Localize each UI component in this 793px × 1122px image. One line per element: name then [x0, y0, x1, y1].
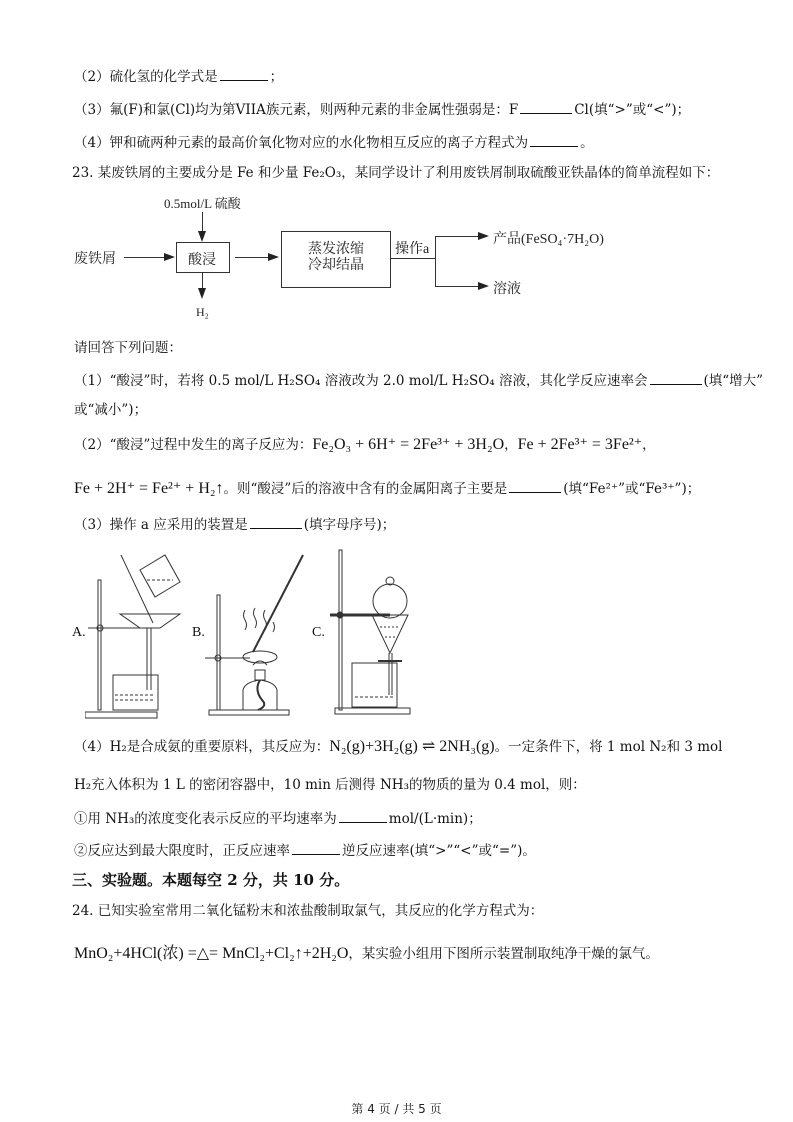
arrow-down-icon [198, 288, 206, 299]
equation-1: Fe₂O₃ + 6H⁺ = 2Fe³⁺ + 3H₂O [312, 436, 505, 453]
arrow-right-icon [268, 253, 279, 261]
product-arrow-line [435, 236, 479, 237]
q23-sub3-text: （3）操作 a 应采用的装置是 [74, 517, 248, 533]
answer-blank[interactable] [509, 478, 561, 493]
q22-part3-hint: Cl(填“>”或“<”)； [574, 102, 691, 118]
arrow-right-icon [478, 232, 489, 240]
evaporate-label [308, 242, 364, 274]
page-footer: 第 4 页 / 共 5 页 [351, 1102, 442, 1116]
chlorine-equation: MnO₂+4HCl(浓) =△= MnCl₂+Cl₂↑+2H₂O [74, 945, 349, 962]
q23-sub1-text: （1）“酸浸”时，若将 0.5 mol/L H₂SO₄ 溶液改为 2.0 mol/L H₂SO₄ 溶液，其化学反应速率会 [74, 373, 648, 389]
q23-sub1-cont: 或“减小”)； [74, 402, 148, 418]
q22-part2 [74, 66, 283, 86]
q2-text: ②反应达到最大限度时，正反应速率 [74, 843, 290, 859]
q22-part3 [74, 99, 690, 119]
q22-part3-text: （3）氟(F)和氯(Cl)均为第VIIA族元素，则两种元素的非金属性强弱是：F [74, 102, 519, 118]
q23-sub2 [74, 436, 656, 454]
gas-arrow-line [202, 272, 203, 289]
q1-text: ①用 NH₃的浓度变化表示反应的平均速率为 [74, 811, 337, 827]
operation-line [390, 258, 436, 259]
q23-intro: 23. 某废铁屑的主要成分是 Fe 和少量 Fe₂O₃，某同学设计了利用废铁屑制取硫酸亚铁晶体的简单流程如下： [72, 165, 720, 181]
filtrate-label: 溶液 [493, 282, 521, 297]
punct: 。 [580, 135, 594, 151]
arrow-right-icon [164, 253, 175, 261]
q24-tail: ，某实验小组用下图所示装置制取纯净干燥的氯气。 [348, 946, 659, 962]
operation-label: 操作a [395, 242, 430, 257]
acid-leach-box [176, 242, 230, 273]
q23-sub4-text: （4）H₂是合成氨的重要原料，其反应为： [74, 739, 330, 755]
q23-sub4-cont: H₂充入体积为 1 L 的密闭容器中，10 min 后测得 NH₃的物质的量为 0.4 mol，则： [74, 777, 586, 793]
filtrate-arrow-line [435, 286, 479, 287]
q23-sub1-hint: (填“增大” [703, 373, 764, 389]
answer-blank[interactable] [250, 514, 302, 529]
q2-hint: 逆反应速率(填“>”“<”或“=”)。 [342, 843, 536, 859]
filtration-apparatus-icon [85, 550, 185, 720]
branch-line [435, 236, 436, 287]
mid-arrow-line [235, 257, 270, 258]
evaporate-crystallize-box [281, 231, 391, 288]
step2-line2: 冷却结晶 [308, 258, 364, 273]
answer-blank[interactable] [292, 840, 340, 855]
answer-blank[interactable] [530, 132, 578, 147]
q23-sub2-hint: (填“Fe²⁺”或“Fe³⁺”)； [563, 481, 701, 497]
option-a-label: A. [72, 625, 86, 640]
q23-sub3-hint: (填字母序号)； [303, 517, 396, 533]
q24-equation-line [74, 945, 659, 963]
punct: ， [504, 437, 518, 453]
q23-sub4-q2 [74, 840, 536, 860]
q22-part2-text: （2）硫化氢的化学式是 [74, 69, 218, 85]
q23-sub2-cont [74, 478, 700, 498]
punct: ， [642, 437, 656, 453]
input-label: 废铁屑 [74, 252, 116, 267]
acid-label: 0.5mol/L 硫酸 [164, 196, 241, 211]
step2-line1: 蒸发浓缩 [308, 242, 364, 257]
gas-label: H₂ [196, 305, 209, 319]
punct: ； [269, 69, 284, 85]
section-heading: 三、实验题。本题每空 2 分，共 10 分。 [72, 871, 350, 889]
product-label: 产品(FeSO₄·7H₂O) [493, 232, 604, 247]
q23-sub2-text: （2）“酸浸”过程中发生的离子反应为： [74, 437, 313, 453]
arrow-right-icon [478, 282, 489, 290]
q23-prompt: 请回答下列问题： [74, 340, 182, 356]
option-c-label: C. [312, 625, 325, 640]
answer-blank[interactable] [650, 370, 702, 385]
separating-funnel-apparatus-icon [330, 545, 430, 720]
q23-sub4-cond: 。一定条件下，将 1 mol N₂和 3 mol [494, 739, 723, 755]
q22-part4 [74, 132, 594, 152]
answer-blank[interactable] [339, 808, 387, 823]
q1-unit: mol/(L·min)； [388, 811, 482, 827]
q23-sub4-q1 [74, 808, 482, 828]
answer-blank[interactable] [220, 66, 268, 81]
equation-2: Fe + 2Fe³⁺ = 3Fe²⁺ [517, 436, 643, 453]
q23-sub2-question: 。则“酸浸”后的溶液中含有的金属阳离子主要是 [223, 481, 508, 497]
equation-3: Fe + 2H⁺ = Fe²⁺ + H₂↑ [74, 480, 224, 497]
acid-arrow-line [202, 212, 203, 232]
evaporation-apparatus-icon [205, 550, 320, 720]
q24-intro: 24. 已知实验室常用二氧化锰粉末和浓盐酸制取氯气，其反应的化学方程式为： [72, 903, 544, 919]
q22-part4-text: （4）钾和硫两种元素的最高价氧化物对应的水化物相互反应的离子方程式为 [74, 135, 529, 151]
arrow-down-icon [198, 231, 206, 242]
q23-sub1 [74, 370, 763, 390]
option-b-label: B. [192, 625, 205, 640]
acid-leach-label: 酸浸 [188, 253, 216, 268]
answer-blank[interactable] [520, 99, 572, 114]
q23-sub3 [74, 514, 395, 534]
q23-sub4 [74, 738, 723, 756]
ammonia-equation: N₂(g)+3H₂(g) ⇌ 2NH₃(g) [329, 738, 495, 755]
input-arrow-line [124, 257, 164, 258]
